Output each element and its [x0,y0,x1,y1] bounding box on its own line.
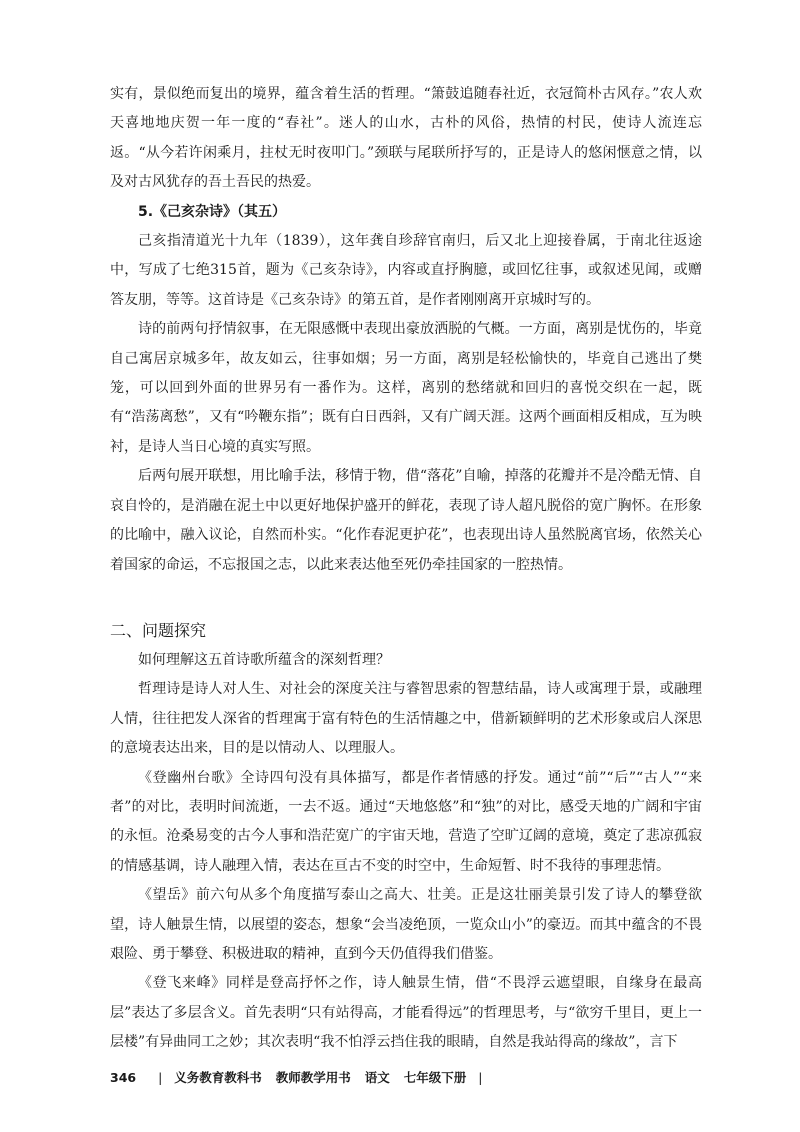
paragraph: 诗的前两句抒情叙事，在无限感慨中表现出豪放洒脱的气概。一方面，离别是忧伤的，毕竟自己寓居京城多年，故友如云，往事如烟；另一方面，离别是轻松愉快的，毕竟自己逃出了樊笼，可以回到外面的世界另有一番作为。这样，离别的愁绪就和回归的喜悦交织在一起，既有“浩荡离愁”，又有“吟鞭东指”；既有白日西斜，又有广阔天涯。这两个画面相反相成，互为映衬，是诗人当日心境的真实写照。 [110,321,702,455]
page-footer [110,1068,491,1086]
footer-separator: | [158,1070,163,1085]
paragraph: 哲理诗是诗人对人生、对社会的深度关注与睿智思索的智慧结晶，诗人或寓理于景，或融理人情，往往把发人深省的哲理寓于富有特色的生活情趣之中，借新颖鲜明的艺术形象或启人深思的意境表达出来，目的是以情动人、以理服人。 [110,681,702,757]
subheading-poem-5: 5.《己亥杂诗》（其五） [138,203,287,220]
paragraph-continued: 实有，景似绝而复出的境界，蕴含着生活的哲理。“箫鼓追随春社近，衣冠简朴古风存。”农人欢天喜地地庆贺一年一度的“春社”。迷人的山水，古朴的风俗，热情的村民，使诗人流连忘返。“从今若许闲乘月，拄杖无时夜叩门。”颈联与尾联所抒写的，正是诗人的悠闲惬意之情，以及对古风犹存的吾土吾民的热爱。 [110,86,702,191]
page-number: 346 [110,1070,137,1085]
paragraph: 《登幽州台歌》全诗四句没有具体描写，都是作者情感的抒发。通过“前”“后”“古人”“来者”的对比，表明时间流逝，一去不返。通过“天地悠悠”和“独”的对比，感受天地的广阔和宇宙的永恒。沧桑易变的古今人事和浩茫宽广的宇宙天地，营造了空旷辽阔的意境，奠定了悲凉孤寂的情感基调，诗人融理入情，表达在亘古不变的时空中，生命短暂、时不我待的事理悲情。 [110,769,702,874]
paragraph: 后两句展开联想，用比喻手法，移情于物，借“落花”自喻，掉落的花瓣并不是冷酷无情、自哀自怜的，是消融在泥土中以更好地保护盛开的鲜花，表现了诗人超凡脱俗的宽广胸怀。在形象的比喻中，融入议论，自然而朴实。“化作春泥更护花”，也表现出诗人虽然脱离官场，依然关心着国家的命运，不忘报国之志，以此来表达他至死仍牵挂国家的一腔热情。 [110,468,702,573]
question: 如何理解这五首诗歌所蕴含的深刻哲理？ [138,651,390,668]
footer-separator-end: | [478,1070,483,1085]
page-content [110,80,702,1058]
section-title: 二、问题探究 [110,620,207,640]
footer-grade: 七年级下册 [403,1070,467,1085]
footer-book-title: 义务教育教科书 [174,1070,262,1085]
footer-subject: 语文 [364,1070,390,1085]
paragraph: 《登飞来峰》同样是登高抒怀之作，诗人触景生情，借“不畏浮云遮望眼，自缘身在最高层”表达了多层含义。首先表明“只有站得高，才能看得远”的哲理思考，与“欲穷千里目，更上一层楼”有异曲同工之妙；其次表明“我不怕浮云挡住我的眼睛，自然是我站得高的缘故”，言下 [110,975,702,1051]
footer-book-type: 教师教学用书 [275,1070,351,1085]
paragraph: 《望岳》前六句从多个角度描写泰山之高大、壮美。正是这壮丽美景引发了诗人的攀登欲望，诗人触景生情，以展望的姿态，想象“会当凌绝顶，一览众山小”的豪迈。而其中蕴含的不畏艰险、勇于攀登、积极进取的精神，直到今天仍值得我们借鉴。 [110,887,702,962]
paragraph: 己亥指清道光十九年（1839），这年龚自珍辞官南归，后又北上迎接眷属，于南北往返途中，写成了七绝315首，题为《己亥杂诗》，内容或直抒胸臆，或回忆往事，或叙述见闻，或赠答友朋，等等。这首诗是《己亥杂诗》的第五首，是作者刚刚离开京城时写的。 [110,233,702,308]
